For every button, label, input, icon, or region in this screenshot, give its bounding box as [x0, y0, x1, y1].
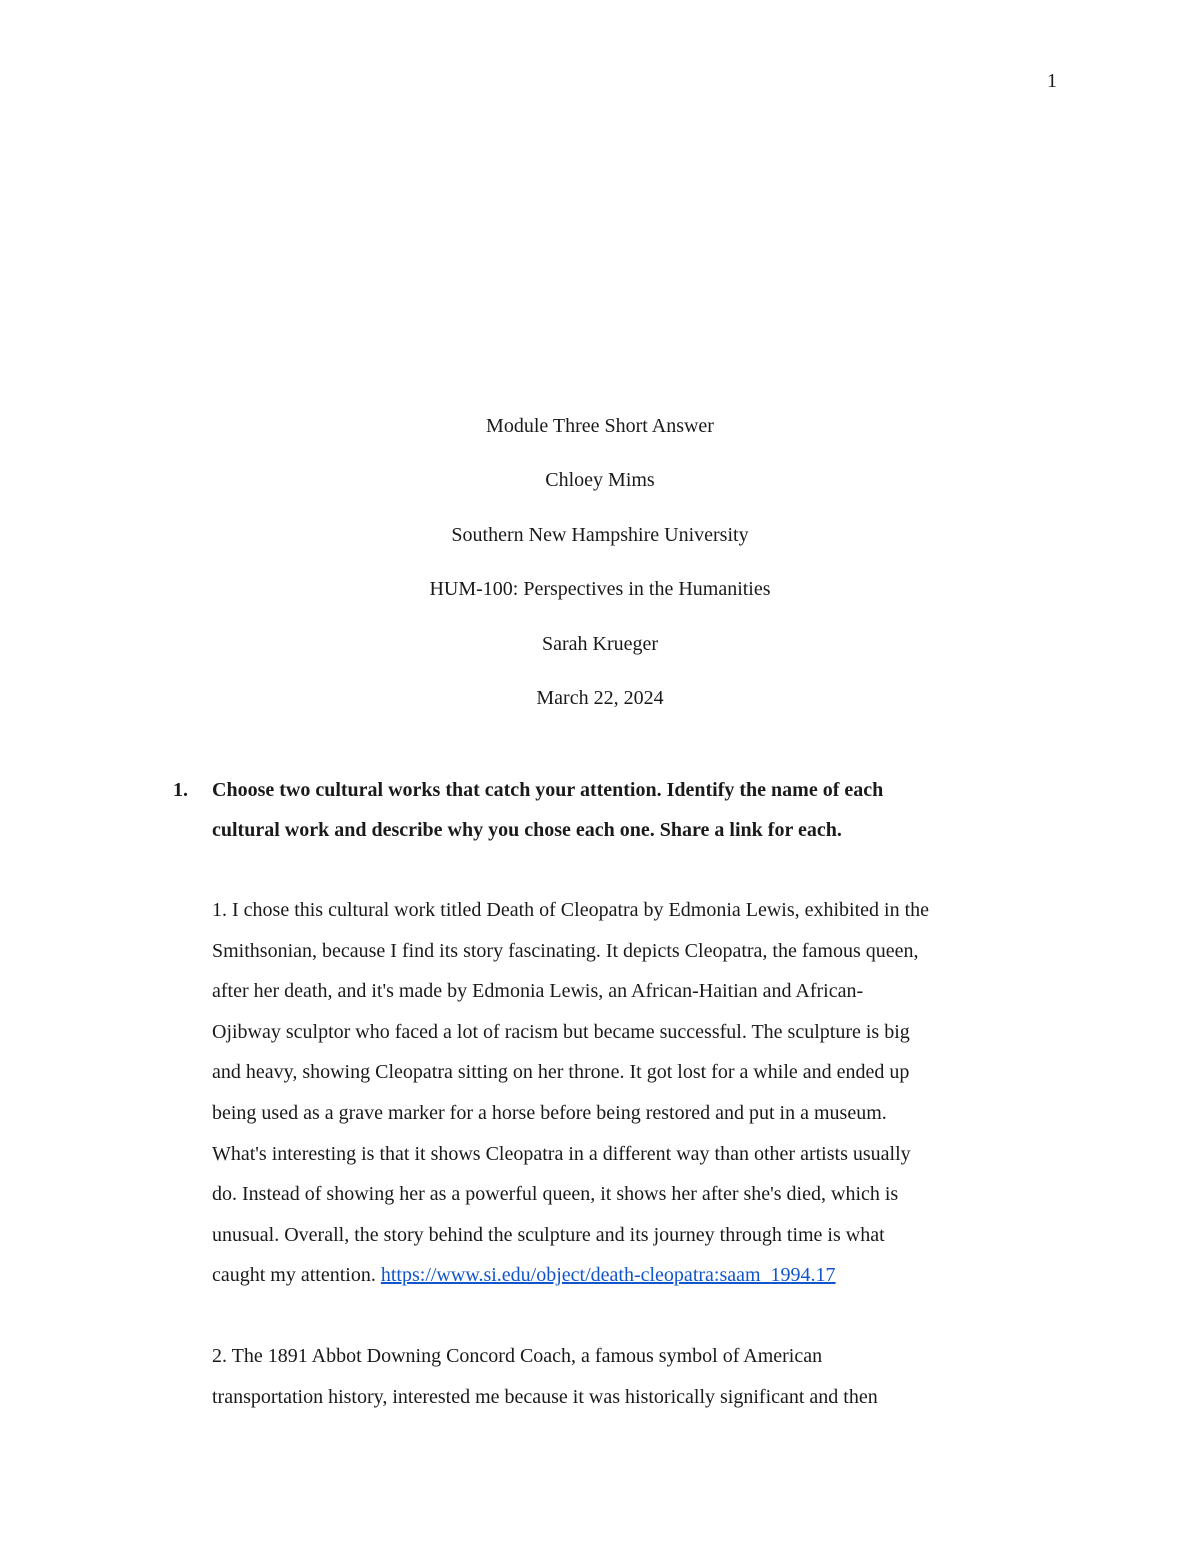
- answer-line: Smithsonian, because I find its story fascinating. It depicts Cleopatra, the famous queen,: [212, 939, 919, 962]
- answer-line: do. Instead of showing her as a powerful queen, it shows her after she's died, which is: [212, 1183, 899, 1206]
- smithsonian-link[interactable]: https://www.si.edu/object/death-cleopatra:saam_1994.17: [380, 1264, 836, 1287]
- paper-date: March 22, 2024: [536, 686, 664, 709]
- paper-title: Module Three Short Answer: [486, 415, 714, 437]
- answer-line-with-link: [212, 1255, 1064, 1296]
- question-line: cultural work and describe why you chose each one. Share a link for each.: [212, 819, 842, 841]
- question-line: Choose two cultural works that catch your attention. Identify the name of each: [212, 779, 884, 801]
- question-number: 1.: [173, 779, 188, 801]
- answer-paragraph-1: [212, 890, 1064, 1296]
- answer-line: 1. I chose this cultural work titled Death of Cleopatra by Edmonia Lewis, exhibited in the: [212, 899, 930, 921]
- answer-line: 2. The 1891 Abbot Downing Concord Coach, a famous symbol of American: [212, 1345, 823, 1367]
- answer-line: after her death, and it's made by Edmonia Lewis, an African-Haitian and African-: [212, 980, 864, 1003]
- answer-paragraph-2: [212, 1336, 1064, 1417]
- answer-line: being used as a grave marker for a horse before being restored and put in a museum.: [212, 1101, 887, 1124]
- answer-line: transportation history, interested me because it was historically significant and then: [212, 1385, 878, 1408]
- page-number: 1: [1047, 70, 1057, 92]
- question-1: [173, 770, 1033, 850]
- answer-line: What's interesting is that it shows Cleopatra in a different way than other artists usually: [212, 1142, 911, 1165]
- course-name: HUM-100: Perspectives in the Humanities: [429, 578, 771, 601]
- answer-line: and heavy, showing Cleopatra sitting on her throne. It got lost for a while and ended up: [212, 1061, 910, 1084]
- answer-line: unusual. Overall, the story behind the sculpture and its journey through time is what: [212, 1223, 885, 1246]
- instructor-name: Sarah Krueger: [541, 632, 659, 655]
- title-block: [0, 406, 1200, 732]
- answer-line-text: caught my attention.: [212, 1264, 381, 1287]
- institution-name: Southern New Hampshire University: [451, 523, 749, 546]
- author-name: Chloey Mims: [545, 469, 655, 492]
- answer-line: Ojibway sculptor who faced a lot of racism but became successful. The sculpture is big: [212, 1020, 910, 1043]
